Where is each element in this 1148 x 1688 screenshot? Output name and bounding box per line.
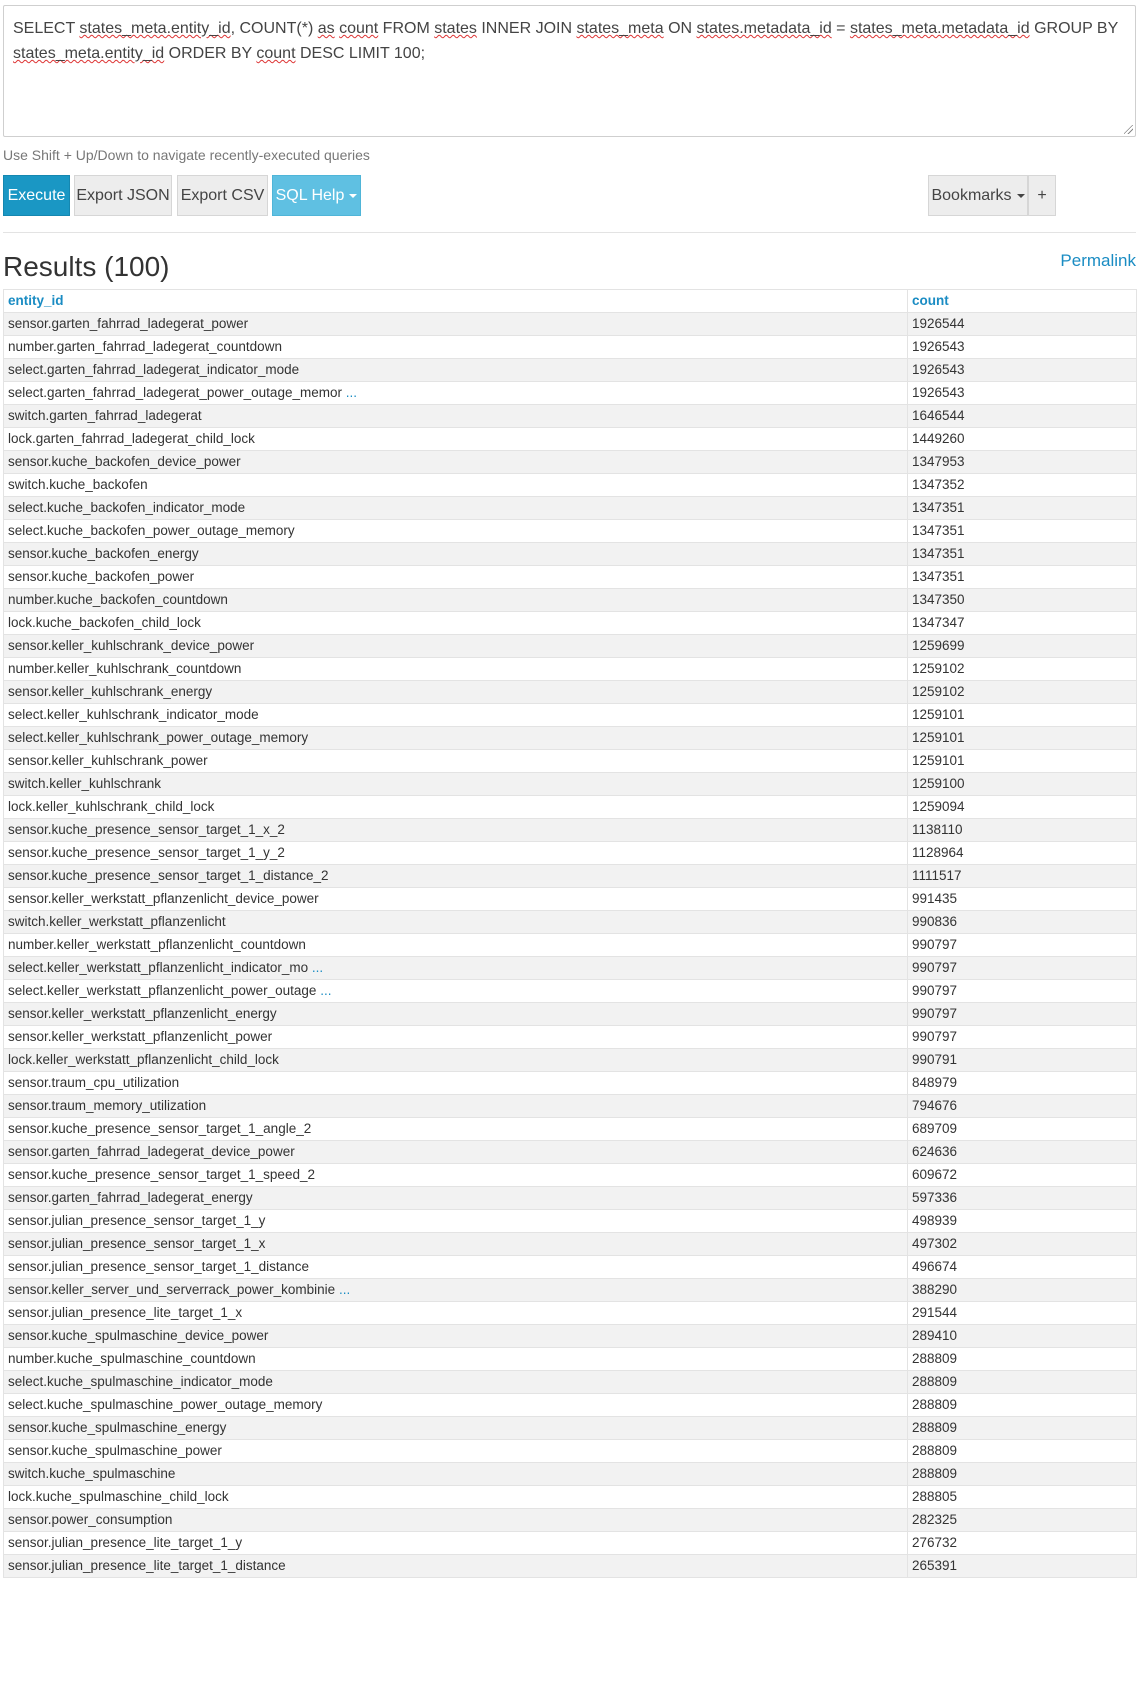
table-row bbox=[4, 1187, 1137, 1210]
entity-id-text: sensor.garten_fahrrad_ladegerat_energy bbox=[8, 1190, 253, 1205]
sql-help-button[interactable]: SQL Help bbox=[272, 175, 361, 216]
cell-count: 1259102 bbox=[908, 658, 1137, 681]
table-row bbox=[4, 1440, 1137, 1463]
cell-entity-id bbox=[4, 1072, 908, 1095]
table-row bbox=[4, 842, 1137, 865]
table-row bbox=[4, 1279, 1137, 1302]
entity-id-text: sensor.kuche_presence_sensor_target_1_x_2 bbox=[8, 822, 285, 837]
entity-id-text: switch.kuche_backofen bbox=[8, 477, 148, 492]
cell-count: 288809 bbox=[908, 1417, 1137, 1440]
cell-entity-id bbox=[4, 704, 908, 727]
entity-id-text: sensor.keller_werkstatt_pflanzenlicht_device_power bbox=[8, 891, 319, 906]
cell-entity-id bbox=[4, 635, 908, 658]
table-row bbox=[4, 888, 1137, 911]
entity-id-text: select.keller_werkstatt_pflanzenlicht_power_outage bbox=[8, 983, 317, 998]
table-row bbox=[4, 1072, 1137, 1095]
table-row bbox=[4, 359, 1137, 382]
expand-ellipsis[interactable]: ... bbox=[311, 960, 324, 975]
cell-entity-id bbox=[4, 1118, 908, 1141]
table-row bbox=[4, 773, 1137, 796]
cell-count: 276732 bbox=[908, 1532, 1137, 1555]
cell-entity-id bbox=[4, 336, 908, 359]
cell-count: 1347350 bbox=[908, 589, 1137, 612]
entity-id-text: sensor.kuche_spulmaschine_power bbox=[8, 1443, 222, 1458]
cell-entity-id bbox=[4, 359, 908, 382]
cell-count: 1646544 bbox=[908, 405, 1137, 428]
entity-id-text: sensor.kuche_presence_sensor_target_1_y_2 bbox=[8, 845, 285, 860]
table-row bbox=[4, 1532, 1137, 1555]
cell-entity-id bbox=[4, 497, 908, 520]
permalink-link[interactable]: Permalink bbox=[1060, 251, 1136, 270]
cell-entity-id bbox=[4, 1279, 908, 1302]
cell-count: 990836 bbox=[908, 911, 1137, 934]
entity-id-text: lock.garten_fahrrad_ladegerat_child_lock bbox=[8, 431, 255, 446]
cell-count: 1347347 bbox=[908, 612, 1137, 635]
table-row bbox=[4, 1164, 1137, 1187]
cell-entity-id bbox=[4, 819, 908, 842]
cell-count: 794676 bbox=[908, 1095, 1137, 1118]
entity-id-text: sensor.traum_cpu_utilization bbox=[8, 1075, 180, 1090]
cell-entity-id bbox=[4, 681, 908, 704]
cell-count: 991435 bbox=[908, 888, 1137, 911]
entity-id-text: sensor.kuche_backofen_device_power bbox=[8, 454, 241, 469]
table-row bbox=[4, 750, 1137, 773]
table-row bbox=[4, 1049, 1137, 1072]
table-row bbox=[4, 497, 1137, 520]
cell-count: 990791 bbox=[908, 1049, 1137, 1072]
entity-id-text: sensor.kuche_presence_sensor_target_1_angle_2 bbox=[8, 1121, 312, 1136]
table-row bbox=[4, 543, 1137, 566]
entity-id-text: lock.keller_kuhlschrank_child_lock bbox=[8, 799, 215, 814]
execute-button[interactable]: Execute bbox=[3, 175, 70, 216]
bookmarks-button[interactable]: Bookmarks bbox=[928, 175, 1028, 216]
query-token: ORDER BY bbox=[164, 45, 257, 62]
entity-id-text: sensor.julian_presence_lite_target_1_x bbox=[8, 1305, 243, 1320]
entity-id-text: switch.keller_werkstatt_pflanzenlicht bbox=[8, 914, 226, 929]
cell-count: 990797 bbox=[908, 957, 1137, 980]
cell-count: 282325 bbox=[908, 1509, 1137, 1532]
query-token: INNER JOIN bbox=[476, 20, 577, 37]
table-row bbox=[4, 1233, 1137, 1256]
cell-count: 624636 bbox=[908, 1141, 1137, 1164]
cell-count: 1347351 bbox=[908, 497, 1137, 520]
table-row bbox=[4, 1003, 1137, 1026]
entity-id-text: sensor.keller_werkstatt_pflanzenlicht_power bbox=[8, 1029, 273, 1044]
cell-entity-id bbox=[4, 980, 908, 1003]
cell-count: 1926544 bbox=[908, 313, 1137, 336]
cell-entity-id bbox=[4, 1210, 908, 1233]
query-page bbox=[3, 5, 1136, 1578]
query-token-flagged: count bbox=[339, 20, 379, 37]
entity-id-text: sensor.garten_fahrrad_ladegerat_power bbox=[8, 316, 249, 331]
table-row bbox=[4, 1509, 1137, 1532]
cell-count: 1449260 bbox=[908, 428, 1137, 451]
entity-id-text: sensor.traum_memory_utilization bbox=[8, 1098, 207, 1113]
column-header-entity-id[interactable]: entity_id bbox=[4, 290, 908, 313]
cell-entity-id bbox=[4, 1555, 908, 1578]
table-row bbox=[4, 1348, 1137, 1371]
query-token-flagged: as bbox=[317, 20, 335, 37]
cell-entity-id bbox=[4, 865, 908, 888]
cell-entity-id bbox=[4, 612, 908, 635]
entity-id-text: select.keller_kuhlschrank_indicator_mode bbox=[8, 707, 259, 722]
entity-id-text: sensor.keller_werkstatt_pflanzenlicht_energy bbox=[8, 1006, 277, 1021]
cell-entity-id bbox=[4, 589, 908, 612]
entity-id-text: sensor.keller_server_und_serverrack_power_kombinie bbox=[8, 1282, 336, 1297]
cell-entity-id bbox=[4, 658, 908, 681]
cell-entity-id bbox=[4, 911, 908, 934]
cell-entity-id bbox=[4, 451, 908, 474]
table-row bbox=[4, 704, 1137, 727]
table-row bbox=[4, 520, 1137, 543]
cell-count: 597336 bbox=[908, 1187, 1137, 1210]
table-row bbox=[4, 727, 1137, 750]
table-row bbox=[4, 1095, 1137, 1118]
column-header-count[interactable]: count bbox=[908, 290, 1137, 313]
entity-id-text: select.keller_werkstatt_pflanzenlicht_indicator_mo bbox=[8, 960, 309, 975]
cell-count: 288805 bbox=[908, 1486, 1137, 1509]
expand-ellipsis[interactable]: ... bbox=[338, 1282, 351, 1297]
cell-count: 1347953 bbox=[908, 451, 1137, 474]
table-row bbox=[4, 635, 1137, 658]
table-row bbox=[4, 428, 1137, 451]
query-token-flagged: states_meta.metadata_id bbox=[849, 20, 1030, 37]
cell-entity-id bbox=[4, 957, 908, 980]
table-row bbox=[4, 1555, 1137, 1578]
entity-id-text: sensor.keller_kuhlschrank_device_power bbox=[8, 638, 255, 653]
cell-entity-id bbox=[4, 1509, 908, 1532]
cell-entity-id bbox=[4, 1095, 908, 1118]
table-row bbox=[4, 451, 1137, 474]
cell-count: 1259699 bbox=[908, 635, 1137, 658]
table-row bbox=[4, 1256, 1137, 1279]
cell-entity-id bbox=[4, 1256, 908, 1279]
cell-entity-id bbox=[4, 405, 908, 428]
cell-count: 1347351 bbox=[908, 543, 1137, 566]
cell-count: 990797 bbox=[908, 1026, 1137, 1049]
cell-count: 990797 bbox=[908, 1003, 1137, 1026]
query-history-hint: Use Shift + Up/Down to navigate recently-executed queries bbox=[3, 147, 370, 163]
expand-ellipsis[interactable]: ... bbox=[345, 385, 357, 400]
entity-id-text: sensor.kuche_presence_sensor_target_1_speed_2 bbox=[8, 1167, 315, 1182]
entity-id-text: number.keller_werkstatt_pflanzenlicht_countdown bbox=[8, 937, 306, 952]
cell-count: 1259101 bbox=[908, 750, 1137, 773]
cell-entity-id bbox=[4, 1417, 908, 1440]
entity-id-text: select.kuche_spulmaschine_power_outage_memory bbox=[8, 1397, 323, 1412]
cell-entity-id bbox=[4, 773, 908, 796]
entity-id-text: select.garten_fahrrad_ladegerat_power_outage_memor bbox=[8, 385, 342, 400]
cell-entity-id bbox=[4, 796, 908, 819]
table-row bbox=[4, 313, 1137, 336]
results-title: Results (100) bbox=[3, 251, 170, 282]
cell-count: 990797 bbox=[908, 934, 1137, 957]
cell-entity-id bbox=[4, 1325, 908, 1348]
cell-count: 497302 bbox=[908, 1233, 1137, 1256]
cell-count: 1259102 bbox=[908, 681, 1137, 704]
entity-id-text: lock.kuche_spulmaschine_child_lock bbox=[8, 1489, 229, 1504]
table-row bbox=[4, 681, 1137, 704]
table-row bbox=[4, 957, 1137, 980]
resize-handle-icon[interactable] bbox=[1124, 125, 1133, 134]
entity-id-text: sensor.keller_kuhlschrank_energy bbox=[8, 684, 213, 699]
cell-count: 288809 bbox=[908, 1463, 1137, 1486]
table-row bbox=[4, 1371, 1137, 1394]
entity-id-text: select.kuche_spulmaschine_indicator_mode bbox=[8, 1374, 273, 1389]
cell-entity-id bbox=[4, 727, 908, 750]
cell-count: 990797 bbox=[908, 980, 1137, 1003]
toolbar bbox=[3, 175, 1136, 216]
cell-entity-id bbox=[4, 520, 908, 543]
query-token: GROUP BY bbox=[1029, 20, 1118, 37]
entity-id-text: sensor.garten_fahrrad_ladegerat_device_power bbox=[8, 1144, 295, 1159]
entity-id-text: sensor.julian_presence_lite_target_1_y bbox=[8, 1535, 243, 1550]
cell-count: 1111517 bbox=[908, 865, 1137, 888]
table-row bbox=[4, 589, 1137, 612]
cell-count: 1128964 bbox=[908, 842, 1137, 865]
caret-down-icon bbox=[349, 194, 357, 198]
entity-id-text: select.kuche_backofen_power_outage_memory bbox=[8, 523, 295, 538]
query-token: , COUNT(*) bbox=[230, 20, 318, 37]
cell-count: 1259094 bbox=[908, 796, 1137, 819]
entity-id-text: number.keller_kuhlschrank_countdown bbox=[8, 661, 242, 676]
cell-entity-id bbox=[4, 566, 908, 589]
cell-entity-id bbox=[4, 543, 908, 566]
cell-count: 1138110 bbox=[908, 819, 1137, 842]
entity-id-text: switch.kuche_spulmaschine bbox=[8, 1466, 176, 1481]
cell-count: 609672 bbox=[908, 1164, 1137, 1187]
table-header-row bbox=[4, 290, 1137, 313]
cell-entity-id bbox=[4, 428, 908, 451]
entity-id-text: sensor.julian_presence_sensor_target_1_y bbox=[8, 1213, 266, 1228]
cell-entity-id bbox=[4, 1233, 908, 1256]
expand-ellipsis[interactable]: ... bbox=[320, 983, 332, 998]
cell-entity-id bbox=[4, 1003, 908, 1026]
entity-id-text: sensor.keller_kuhlschrank_power bbox=[8, 753, 208, 768]
cell-entity-id bbox=[4, 1486, 908, 1509]
results-table bbox=[3, 289, 1137, 1578]
cell-entity-id bbox=[4, 1532, 908, 1555]
caret-down-icon bbox=[1017, 194, 1025, 198]
cell-count: 1926543 bbox=[908, 336, 1137, 359]
export-csv-button[interactable]: Export CSV bbox=[177, 175, 268, 216]
cell-entity-id bbox=[4, 842, 908, 865]
cell-count: 291544 bbox=[908, 1302, 1137, 1325]
cell-count: 1347351 bbox=[908, 566, 1137, 589]
cell-count: 288809 bbox=[908, 1348, 1137, 1371]
query-token: FROM bbox=[378, 20, 435, 37]
query-textarea[interactable] bbox=[3, 5, 1136, 137]
cell-entity-id bbox=[4, 1394, 908, 1417]
cell-entity-id bbox=[4, 1026, 908, 1049]
table-row bbox=[4, 658, 1137, 681]
entity-id-text: sensor.kuche_spulmaschine_energy bbox=[8, 1420, 227, 1435]
cell-entity-id bbox=[4, 1164, 908, 1187]
table-row bbox=[4, 405, 1137, 428]
query-token: SELECT bbox=[13, 20, 80, 37]
query-token: DESC LIMIT 100; bbox=[295, 45, 426, 62]
export-json-button[interactable]: Export JSON bbox=[74, 175, 172, 216]
entity-id-text: select.garten_fahrrad_ladegerat_indicator_mode bbox=[8, 362, 300, 377]
entity-id-text: lock.kuche_backofen_child_lock bbox=[8, 615, 201, 630]
entity-id-text: number.kuche_spulmaschine_countdown bbox=[8, 1351, 256, 1366]
cell-count: 1347351 bbox=[908, 520, 1137, 543]
query-token-flagged: states_meta.entity_id bbox=[13, 45, 165, 62]
table-row bbox=[4, 1118, 1137, 1141]
results-header bbox=[3, 233, 1136, 289]
table-row bbox=[4, 1210, 1137, 1233]
cell-entity-id bbox=[4, 934, 908, 957]
cell-entity-id bbox=[4, 313, 908, 336]
cell-count: 689709 bbox=[908, 1118, 1137, 1141]
cell-count: 1259101 bbox=[908, 704, 1137, 727]
cell-entity-id bbox=[4, 1049, 908, 1072]
table-row bbox=[4, 474, 1137, 497]
entity-id-text: sensor.power_consumption bbox=[8, 1512, 173, 1527]
cell-count: 388290 bbox=[908, 1279, 1137, 1302]
table-row bbox=[4, 1325, 1137, 1348]
entity-id-text: select.keller_kuhlschrank_power_outage_memory bbox=[8, 730, 309, 745]
table-row bbox=[4, 566, 1137, 589]
cell-count: 288809 bbox=[908, 1371, 1137, 1394]
table-row bbox=[4, 612, 1137, 635]
table-row bbox=[4, 1486, 1137, 1509]
cell-count: 1347352 bbox=[908, 474, 1137, 497]
entity-id-text: sensor.kuche_backofen_power bbox=[8, 569, 195, 584]
cell-entity-id bbox=[4, 382, 908, 405]
add-bookmark-button[interactable]: + bbox=[1028, 175, 1056, 216]
cell-entity-id bbox=[4, 1141, 908, 1164]
query-token-flagged: states.metadata_id bbox=[696, 20, 832, 37]
cell-entity-id bbox=[4, 1371, 908, 1394]
cell-count: 265391 bbox=[908, 1555, 1137, 1578]
cell-entity-id bbox=[4, 750, 908, 773]
entity-id-text: number.kuche_backofen_countdown bbox=[8, 592, 228, 607]
table-row bbox=[4, 382, 1137, 405]
table-row bbox=[4, 1463, 1137, 1486]
cell-count: 496674 bbox=[908, 1256, 1137, 1279]
entity-id-text: switch.garten_fahrrad_ladegerat bbox=[8, 408, 202, 423]
cell-count: 1926543 bbox=[908, 382, 1137, 405]
cell-count: 1926543 bbox=[908, 359, 1137, 382]
cell-entity-id bbox=[4, 888, 908, 911]
entity-id-text: switch.keller_kuhlschrank bbox=[8, 776, 162, 791]
query-token: ON bbox=[663, 20, 697, 37]
table-row bbox=[4, 1141, 1137, 1164]
entity-id-text: select.kuche_backofen_indicator_mode bbox=[8, 500, 246, 515]
table-row bbox=[4, 796, 1137, 819]
cell-entity-id bbox=[4, 1348, 908, 1371]
table-row bbox=[4, 980, 1137, 1003]
cell-count: 1259101 bbox=[908, 727, 1137, 750]
query-token-flagged: count bbox=[256, 45, 296, 62]
query-token-flagged: states_meta bbox=[576, 20, 664, 37]
table-row bbox=[4, 1302, 1137, 1325]
cell-count: 498939 bbox=[908, 1210, 1137, 1233]
entity-id-text: number.garten_fahrrad_ladegerat_countdown bbox=[8, 339, 282, 354]
cell-count: 848979 bbox=[908, 1072, 1137, 1095]
entity-id-text: lock.keller_werkstatt_pflanzenlicht_child_lock bbox=[8, 1052, 279, 1067]
query-token: = bbox=[831, 20, 850, 37]
table-row bbox=[4, 1026, 1137, 1049]
entity-id-text: sensor.kuche_backofen_energy bbox=[8, 546, 199, 561]
entity-id-text: sensor.kuche_presence_sensor_target_1_distance_2 bbox=[8, 868, 329, 883]
cell-count: 1259100 bbox=[908, 773, 1137, 796]
entity-id-text: sensor.kuche_spulmaschine_device_power bbox=[8, 1328, 269, 1343]
entity-id-text: sensor.julian_presence_lite_target_1_distance bbox=[8, 1558, 286, 1573]
cell-count: 288809 bbox=[908, 1440, 1137, 1463]
cell-entity-id bbox=[4, 1187, 908, 1210]
table-row bbox=[4, 819, 1137, 842]
entity-id-text: sensor.julian_presence_sensor_target_1_x bbox=[8, 1236, 266, 1251]
entity-id-text: sensor.julian_presence_sensor_target_1_distance bbox=[8, 1259, 309, 1274]
cell-count: 289410 bbox=[908, 1325, 1137, 1348]
cell-entity-id bbox=[4, 1440, 908, 1463]
cell-entity-id bbox=[4, 474, 908, 497]
query-token-flagged: states_meta.entity_id bbox=[79, 20, 231, 37]
table-row bbox=[4, 336, 1137, 359]
table-row bbox=[4, 911, 1137, 934]
cell-count: 288809 bbox=[908, 1394, 1137, 1417]
query-text bbox=[13, 20, 1118, 62]
cell-entity-id bbox=[4, 1463, 908, 1486]
table-row bbox=[4, 865, 1137, 888]
cell-entity-id bbox=[4, 1302, 908, 1325]
table-row bbox=[4, 934, 1137, 957]
table-row bbox=[4, 1394, 1137, 1417]
query-token-flagged: states bbox=[434, 20, 477, 37]
table-row bbox=[4, 1417, 1137, 1440]
